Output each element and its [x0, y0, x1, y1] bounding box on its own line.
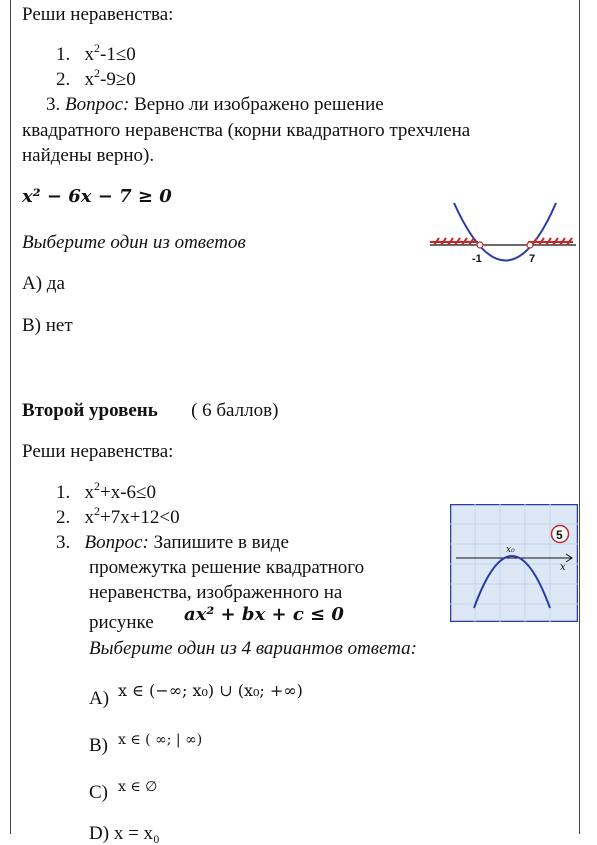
level2-option-d: D) x = x₀	[89, 823, 160, 844]
level2-inequality: ax² + bx + c ≤ 0	[184, 604, 344, 625]
level2-question-line1: 3. Вопрос: Запишите в виде	[56, 532, 289, 553]
level2-question-line2: промежутка решение квадратного	[89, 557, 365, 578]
level1-question-line3: найдены верно).	[22, 145, 155, 166]
figure-badge: 5	[556, 528, 563, 542]
level1-question-line1: 3. Вопрос: Верно ли изображено решение	[46, 94, 384, 115]
level2-item-1: 1. $x^2+x-6\le 0$	[56, 479, 156, 503]
level2-option-b-letter: B)	[89, 735, 108, 756]
level2-title: Второй уровень	[22, 400, 158, 421]
root-label-left: -1	[472, 253, 482, 265]
level2-question-line3: неравенства, изображенного на	[89, 582, 343, 603]
axis-label: x	[560, 562, 566, 573]
level1-item-1: 1. $x^2-1\le 0$	[56, 41, 136, 65]
level2-points: ( 6 баллов)	[191, 400, 279, 421]
level2-title-row	[22, 400, 278, 422]
level2-item-2: 2. $x^2+7x+12<0$	[56, 504, 180, 528]
level2-option-c-formula: x ∈ ∅	[118, 779, 158, 795]
level2-option-b-formula: x ∈ ( ∞; | ∞)	[118, 732, 203, 748]
level1-item-2: 2. $x^2-9\ge 0$	[56, 66, 136, 90]
level1-heading: Реши неравенства:	[22, 4, 174, 25]
root-point-right	[527, 242, 533, 248]
root-label-right: 7	[529, 253, 536, 265]
vertex-label: x₀	[506, 545, 515, 555]
level1-parabola-figure	[428, 198, 578, 288]
level2-option-a-letter: A)	[89, 688, 110, 709]
level2-option-a-formula: x ∈ (−∞; x₀) ∪ (x₀; +∞)	[118, 681, 303, 700]
level2-prompt: Выберите один из 4 вариантов ответа:	[89, 638, 418, 659]
root-point-left	[477, 242, 483, 248]
level2-option-c-letter: C)	[89, 782, 108, 803]
level2-heading: Реши неравенства:	[22, 441, 174, 462]
level1-prompt: Выберите один из ответов	[22, 232, 246, 253]
level1-inequality: x² − 6x − 7 ≥ 0	[22, 186, 172, 207]
level2-parabola-figure	[450, 504, 578, 622]
level1-question-line2: квадратного неравенства (корни квадратного трехчлена	[22, 120, 471, 141]
level2-question-line4: рисунке	[89, 612, 154, 633]
level1-option-b: В) нет	[22, 315, 73, 336]
level1-option-a: А) да	[22, 273, 65, 294]
